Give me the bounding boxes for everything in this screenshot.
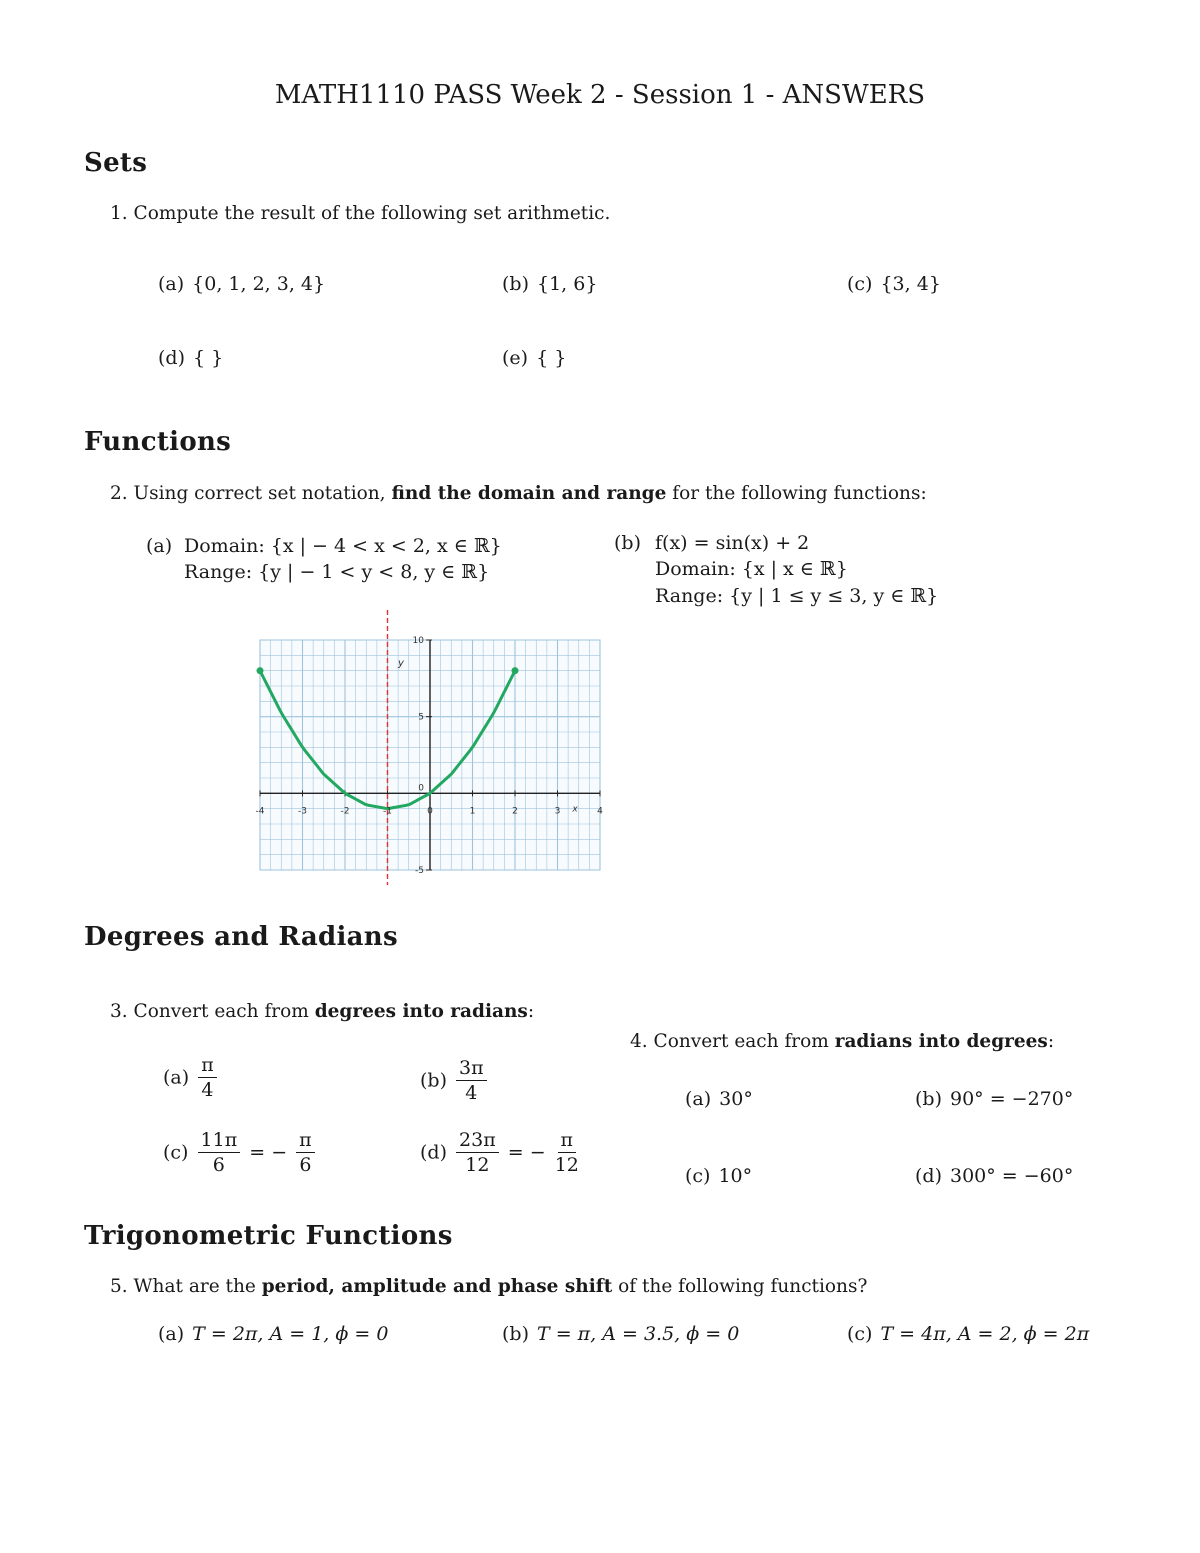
answer-1e: [502, 347, 566, 369]
answer-label: (a): [163, 1066, 190, 1089]
numerator: π: [198, 1055, 217, 1078]
answer-value: {0, 1, 2, 3, 4}: [192, 273, 326, 295]
y-tick-label: 0: [418, 783, 424, 794]
section-heading-sets: Sets: [84, 148, 148, 178]
answer-label: (b): [915, 1088, 942, 1110]
y-tick-label: 5: [418, 712, 424, 723]
fraction: [456, 1130, 499, 1175]
answer-value: 30°: [719, 1088, 753, 1110]
question-number: 3.: [110, 1001, 128, 1022]
question-text-bold: radians into degrees: [834, 1031, 1048, 1052]
question-text-pre: What are the: [133, 1276, 262, 1297]
fraction: [296, 1130, 315, 1175]
answer-2a-range: Range: {y | − 1 < y < 8, y ∈ ℝ}: [184, 561, 490, 583]
question-3: [110, 1001, 534, 1022]
question-text-post: for the following functions:: [666, 483, 927, 504]
question-text-bold: find the domain and range: [391, 483, 667, 504]
answer-4c: [685, 1165, 752, 1187]
answer-value: T = π, A = 3.5, ϕ = 0: [537, 1323, 740, 1345]
answer-2b-label: (b): [614, 532, 641, 554]
answer-2b-function: f(x) = sin(x) + 2: [655, 532, 810, 554]
question-text-bold: degrees into radians: [314, 1001, 528, 1022]
curve-endpoint: [257, 667, 264, 674]
numerator: 23π: [456, 1130, 499, 1153]
answer-3b: [420, 1058, 490, 1103]
question-text-pre: Convert each from: [133, 1001, 315, 1022]
answer-label: (b): [420, 1069, 447, 1092]
answer-1d: [158, 347, 223, 369]
x-tick-label: 0: [427, 806, 433, 817]
answer-label: (e): [502, 347, 529, 369]
question-number: 4.: [630, 1031, 648, 1052]
question-text-post: :: [527, 1001, 535, 1022]
fraction: [456, 1058, 487, 1103]
curve-endpoint: [512, 667, 519, 674]
x-tick-label: -1: [383, 806, 392, 817]
answer-value: {3, 4}: [880, 273, 941, 295]
question-number: 2.: [110, 483, 128, 504]
answer-label: (a): [158, 1323, 185, 1345]
answer-label: (c): [685, 1165, 711, 1187]
question-text-pre: Using correct set notation,: [133, 483, 392, 504]
x-tick-label: 1: [469, 806, 476, 817]
answer-value: T = 2π, A = 1, ϕ = 0: [192, 1323, 389, 1345]
answer-value: { }: [536, 347, 567, 369]
fraction: [198, 1130, 241, 1175]
answer-5a: [158, 1323, 388, 1345]
answer-label: (c): [163, 1141, 189, 1164]
answer-value: 300° = −60°: [950, 1165, 1074, 1187]
answer-2a-domain: Domain: {x | − 4 < x < 2, x ∈ ℝ}: [184, 535, 502, 557]
parabola-graph: [250, 610, 610, 885]
answer-1b: [502, 273, 597, 295]
x-tick-label: -2: [340, 806, 350, 817]
y-tick-label: -5: [415, 866, 424, 876]
fraction: [555, 1130, 579, 1175]
answer-1c: [847, 273, 941, 295]
denominator: 6: [212, 1154, 225, 1176]
answer-value: T = 4π, A = 2, ϕ = 2π: [880, 1323, 1090, 1345]
answer-value: 90° = −270°: [950, 1088, 1074, 1110]
x-tick-label: 4: [597, 806, 603, 817]
equals-minus: = −: [507, 1141, 546, 1164]
answer-3a: [163, 1055, 220, 1100]
answer-value: 10°: [718, 1165, 753, 1187]
question-4: [630, 1031, 1054, 1052]
answer-value: {1, 6}: [537, 273, 598, 295]
answer-2b-range: Range: {y | 1 ≤ y ≤ 3, y ∈ ℝ}: [655, 585, 939, 607]
answer-value: { }: [193, 347, 224, 369]
section-heading-functions: Functions: [84, 427, 232, 457]
answer-4d: [915, 1165, 1073, 1187]
question-text-pre: Convert each from: [653, 1031, 835, 1052]
answer-4a: [685, 1088, 753, 1110]
answer-3d: [420, 1130, 582, 1175]
answer-label: (b): [502, 1323, 529, 1345]
numerator: 11π: [198, 1130, 241, 1153]
question-5: [110, 1276, 867, 1297]
equals-minus: = −: [249, 1141, 288, 1164]
x-axis-label: x: [572, 804, 578, 815]
answer-2b-domain: Domain: {x | x ∈ ℝ}: [655, 558, 848, 580]
answer-label: (c): [847, 1323, 873, 1345]
question-1: [110, 203, 610, 224]
answer-4b: [915, 1088, 1073, 1110]
answer-1a: [158, 273, 325, 295]
question-text-post: :: [1047, 1031, 1055, 1052]
section-heading-degrees: Degrees and Radians: [84, 922, 398, 952]
question-text: Compute the result of the following set arithmetic.: [133, 203, 611, 224]
answer-5b: [502, 1323, 739, 1345]
y-axis-label: y: [398, 658, 404, 670]
numerator: 3π: [456, 1058, 487, 1081]
x-tick-label: 3: [554, 806, 561, 817]
question-text-post: of the following functions?: [612, 1276, 868, 1297]
answer-3c: [163, 1130, 318, 1175]
fraction: [198, 1055, 217, 1100]
x-tick-label: 2: [512, 806, 518, 817]
x-tick-label: -3: [298, 806, 307, 817]
denominator: 4: [465, 1082, 478, 1104]
x-tick-label: -4: [255, 806, 265, 817]
question-text-bold: period, amplitude and phase shift: [261, 1276, 613, 1297]
denominator: 12: [465, 1154, 490, 1176]
page-title: MATH1110 PASS Week 2 - Session 1 - ANSWERS: [274, 80, 926, 110]
answer-label: (d): [420, 1141, 447, 1164]
question-2: [110, 483, 927, 504]
denominator: 12: [554, 1154, 579, 1176]
answer-label: (d): [158, 347, 185, 369]
answer-label: (b): [502, 273, 529, 295]
y-tick-label: 10: [412, 636, 424, 646]
question-number: 5.: [110, 1276, 128, 1297]
numerator: π: [558, 1130, 577, 1153]
denominator: 6: [299, 1154, 312, 1176]
answer-label: (c): [847, 273, 873, 295]
answer-label: (d): [915, 1165, 942, 1187]
section-heading-trig: Trigonometric Functions: [84, 1221, 453, 1251]
numerator: π: [296, 1130, 315, 1153]
answer-label: (a): [685, 1088, 712, 1110]
answer-label: (a): [158, 273, 185, 295]
denominator: 4: [201, 1079, 214, 1101]
answer-5c: [847, 1323, 1089, 1345]
question-number: 1.: [110, 203, 128, 224]
answer-2a-label: (a): [146, 535, 173, 557]
